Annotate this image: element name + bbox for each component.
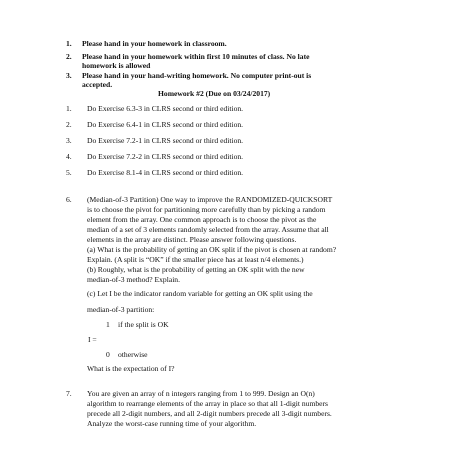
instruction-2-line2: homework is allowed: [82, 61, 151, 70]
exercise-5-number: 5.: [66, 168, 72, 177]
instruction-3-line1: Please hand in your hand-writing homework. No computer print-out is: [82, 71, 312, 80]
exercise-1-number: 1.: [66, 104, 72, 113]
exercise-3-number: 3.: [66, 136, 72, 145]
exercise-1-text: Do Exercise 6.3-3 in CLRS second or third edition.: [87, 104, 244, 113]
case-0-condition: otherwise: [118, 350, 148, 359]
problem-6-line-3: element from the array. One common approach is to choose the pivot as the: [87, 215, 317, 224]
case-0-value: 0: [106, 350, 110, 359]
instruction-1-text: Please hand in your homework in classroom.: [82, 39, 227, 48]
homework-title: Homework #2 (Due on 03/24/2017): [158, 89, 271, 98]
problem-6-line-1: (Median-of-3 Partition) One way to improve the RANDOMIZED-QUICKSORT: [87, 195, 333, 204]
problem-7-line-1: You are given an array of n integers ranging from 1 to 999. Design an O(n): [87, 389, 315, 398]
problem-6-line-7: Explain. (A split is “OK” if the smaller piece has at least n/4 elements.): [87, 255, 304, 264]
case-1-condition: if the split is OK: [118, 320, 169, 329]
instruction-2-number: 2.: [66, 52, 72, 61]
exercise-4-text: Do Exercise 7.2-2 in CLRS second or third edition.: [87, 152, 244, 161]
instruction-3-number: 3.: [66, 71, 72, 80]
problem-6-line-10: (c) Let I be the indicator random variable for getting an OK split using the: [87, 289, 313, 298]
problem-6-number: 6.: [66, 195, 72, 204]
problem-6-line-8: (b) Roughly, what is the probability of getting an OK split with the new: [87, 265, 305, 274]
problem-7-line-2: algorithm to rearrange elements of the array in place so that all 1-digit numbers: [87, 399, 329, 408]
exercise-2-number: 2.: [66, 120, 72, 129]
exercise-4-number: 4.: [66, 152, 72, 161]
instruction-2-line1: Please hand in your homework within first 10 minutes of class. No late: [82, 52, 310, 61]
problem-6-question: What is the expectation of I?: [87, 364, 175, 373]
problem-6-line-9: median-of-3 method? Explain.: [87, 275, 180, 284]
problem-6-line-6: (a) What is the probability of getting an OK split if the pivot is chosen at random?: [87, 245, 337, 254]
exercise-2-text: Do Exercise 6.4-1 in CLRS second or third edition.: [87, 120, 244, 129]
problem-6-line-5: elements in the array are distinct. Please answer following questions.: [87, 235, 297, 244]
problem-6-line-2: is to choose the pivot for partitioning more carefully than by picking a random: [87, 205, 326, 214]
problem-7-number: 7.: [66, 389, 72, 398]
exercise-5-text: Do Exercise 8.1-4 in CLRS second or third edition.: [87, 168, 244, 177]
case-1-value: 1: [106, 320, 110, 329]
exercise-3-text: Do Exercise 7.2-1 in CLRS second or third edition.: [87, 136, 244, 145]
problem-7-line-4: Analyze the worst-case running time of your algorithm.: [87, 419, 257, 428]
indicator-label: I =: [88, 335, 97, 344]
instruction-3-line2: accepted.: [82, 80, 113, 89]
problem-6-line-4: median of a set of 3 elements randomly selected from the array. Assume that all: [87, 225, 329, 234]
problem-7-line-3: precede all 2-digit numbers, and all 2-digit numbers precede all 3-digit numbers.: [87, 409, 332, 418]
instruction-1-number: 1.: [66, 39, 72, 48]
problem-6-line-11: median-of-3 partition:: [87, 305, 155, 314]
